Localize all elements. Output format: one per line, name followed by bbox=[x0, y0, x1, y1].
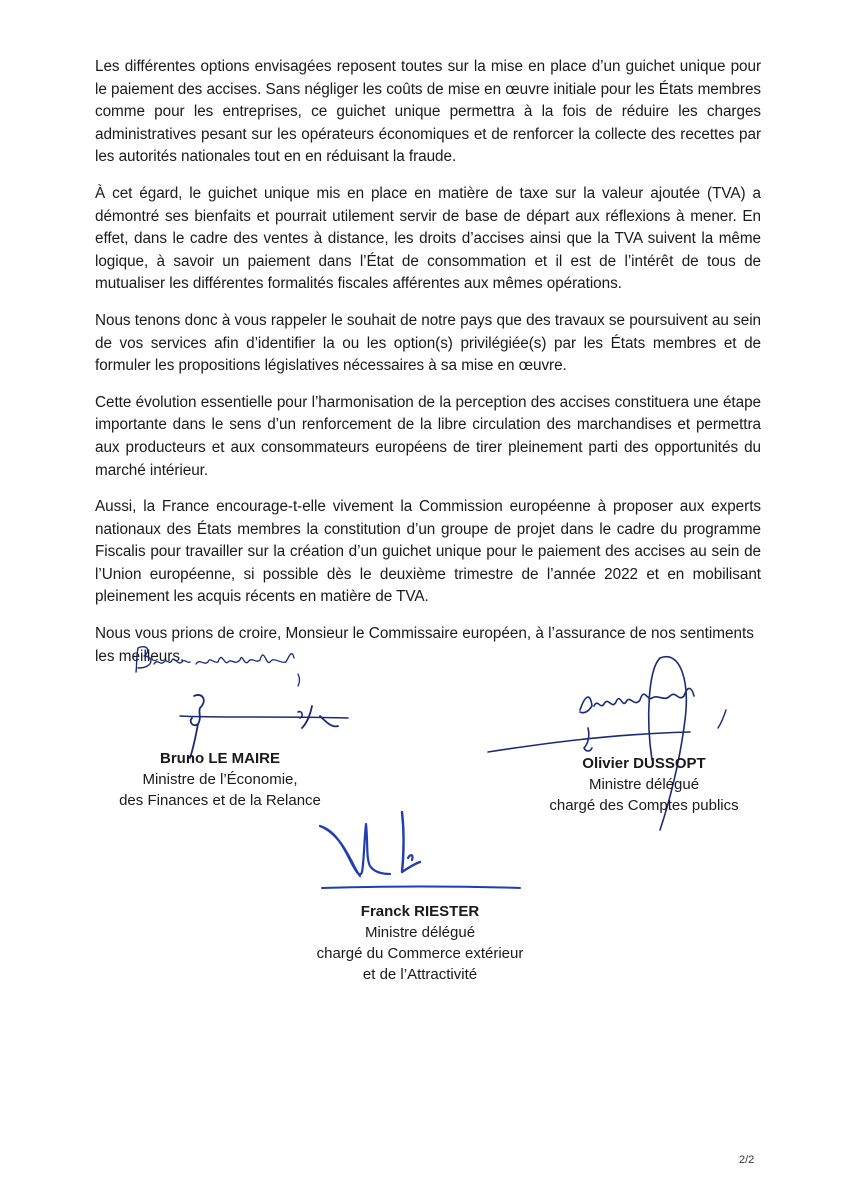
letter-body bbox=[95, 56, 761, 668]
signatory-name: Olivier DUSSOPT bbox=[582, 755, 706, 772]
signatory-title: Ministre délégué bbox=[588, 776, 700, 793]
signatory-title: Ministre de l’Économie, bbox=[142, 771, 298, 788]
paragraph-harmonisation: Cette évolution essentielle pour l’harmonisation de la perception des accises constituera une étape importante dans le sens d’un renforcement de la libre circulation des marchandises et permettra aux producteurs et aux consommateurs européens de tirer pleinement parti des opportunités du marché intérieur. bbox=[95, 393, 761, 479]
paragraph-fiscalis: Aussi, la France encourage-t-elle vivement la Commission européenne à proposer aux experts nationaux des États membres la constitution d’un groupe de projet dans le cadre du programme Fiscalis pour travailler sur la création d’un guichet unique pour le paiement des accises au sein de l’Union européenne, si possible dès le deuxième trimestre de l’année 2022 et en mobilisant pleinement les acquis récents en matière de TVA. bbox=[95, 498, 761, 606]
page-number: 2/2 bbox=[739, 1154, 755, 1166]
paragraph-travaux: Nous tenons donc à vous rappeler le souhait de notre pays que des travaux se poursuivent au sein de vos services afin d’identifier la ou les option(s) privilégiée(s) par les États membres et de formuler les propositions législatives nécessaires à sa mise en œuvre. bbox=[95, 311, 761, 375]
franck-riester-signature bbox=[316, 802, 526, 897]
signatory-title: des Finances et de la Relance bbox=[119, 792, 321, 809]
signatory-name: Bruno LE MAIRE bbox=[159, 750, 280, 767]
closing-formula: Nous vous prions de croire, Monsieur le Commissaire européen, à l’assurance de nos sentiments les meilleurs. bbox=[95, 625, 754, 665]
signatory-riester bbox=[300, 901, 540, 985]
signatory-title: Ministre délégué bbox=[364, 924, 476, 941]
signatory-title: et de l’Attractivité bbox=[362, 966, 478, 983]
signatory-title: chargé des Comptes publics bbox=[549, 797, 739, 814]
handwritten-note-signature bbox=[130, 640, 320, 690]
signatory-le-maire bbox=[110, 748, 330, 811]
signatory-title: chargé du Commerce extérieur bbox=[316, 945, 524, 962]
signatory-dussopt bbox=[534, 753, 754, 816]
paragraph-guichet-unique: Les différentes options envisagées reposent toutes sur la mise en place d’un guichet unique pour le paiement des accises. Sans négliger les coûts de mise en œuvre initiale pour les États membres comme pour les entreprises, ce guichet unique permettra à la fois de réduire les charges administratives pesant sur les opérateurs économiques et de renforcer la collecte des recettes par les autorités nationales tout en en réduisant la fraude. bbox=[95, 58, 761, 166]
paragraph-tva: À cet égard, le guichet unique mis en place en matière de taxe sur la valeur ajoutée (TVA) a démontré ses bienfaits et pourrait utilement servir de base de départ aux réflexions à mener. En effet, dans le cadre des ventes à distance, les droits d’accises ainsi que la TVA suivent la même logique, à savoir un paiement dans l’État de consommation et il est de l’intérêt de tous de mutualiser les différentes formalités fiscales afférentes aux mêmes opérations. bbox=[95, 184, 761, 293]
signatory-name: Franck RIESTER bbox=[360, 903, 480, 920]
